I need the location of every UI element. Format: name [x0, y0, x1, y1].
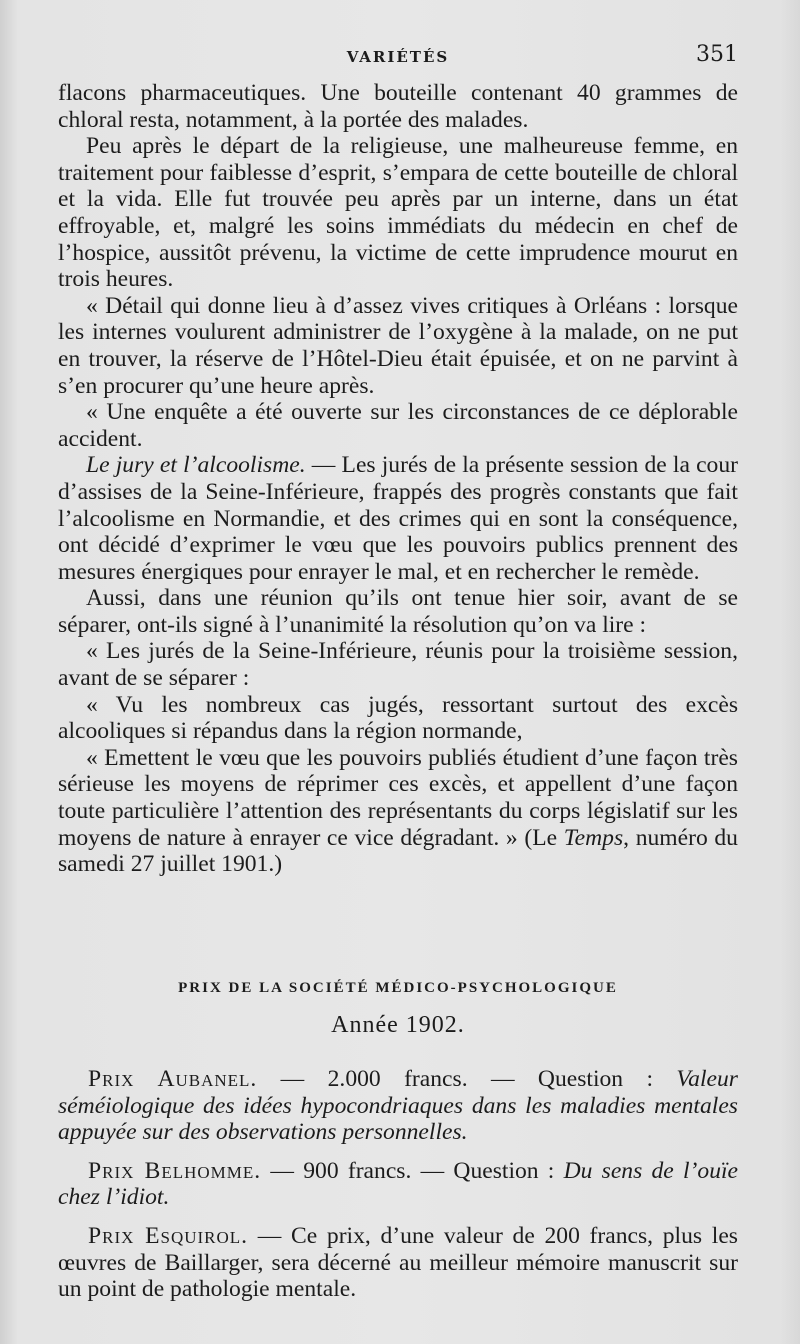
paragraph-2: Peu après le départ de la religieuse, une malheureuse femme, en traitement pour faiblesse d’esprit, s’empara de cette bouteille de chloral et la vida. Elle fut trouvée peu après par un interne, dans un état effroyable, et, malgré les soins immédiats du médecin en chef de l’hospice, aussitôt prévenu, la victime de cette imprudence mourut en trois heures.: [58, 133, 738, 293]
prize-name: Prix Aubanel.: [88, 1066, 258, 1092]
prize-text: — 900 francs. — Question :: [261, 1157, 564, 1184]
paragraph-9: [58, 745, 738, 878]
paragraph-1: flacons pharmaceutiques. Une bouteille contenant 40 grammes de chloral resta, notamment, à la portée des malades.: [58, 80, 738, 133]
paragraph-7: « Les jurés de la Seine-Inférieure, réunis pour la troisième session, avant de se séparer :: [58, 638, 738, 692]
article-heading: Le jury et l’alcoolisme.: [86, 452, 306, 479]
prize-name: Prix Belhomme.: [88, 1157, 262, 1184]
paragraph-9-end: , numéro du samedi 27 juillet 1901.): [58, 824, 738, 878]
prize-list: [58, 1066, 738, 1315]
section-year: Année 1902.: [331, 1012, 465, 1038]
prize-belhomme: [58, 1158, 738, 1211]
prize-aubanel: [58, 1066, 738, 1146]
journal-name: Temps: [563, 824, 624, 851]
running-title: VARIÉTÉS: [346, 48, 450, 66]
page-header: [58, 40, 738, 74]
prize-question: Du sens de l’ouïe chez l’idiot.: [58, 1157, 739, 1211]
paragraph-8: « Vu les nombreux cas jugés, ressortant surtout des excès alcooliques si répandus dans la région normande,: [58, 691, 738, 745]
paragraph-9-text: « Emettent le vœu que les pouvoirs publiés étudient d’une façon très sérieuse les moyens de réprimer ces excès, et appellent d’une façon toute particulière l’attention des représentants du corps législatif sur les moyens de nature à enrayer ce vice dégradant. » (Le: [58, 744, 738, 851]
prize-esquirol: [58, 1223, 738, 1303]
paragraph-5-text: — Les jurés de la présente session de la cour d’assises de la Seine-Inférieure, frappés des progrès constants que fait l’alcoolisme en Normandie, et des crimes qui en sont la conséquence, ont décidé d’exprimer le vœu que les pouvoirs publics prennent des mesures énergiques pour enrayer le mal, et en rechercher le remède.: [58, 452, 738, 585]
paragraph-4: « Une enquête a été ouverte sur les circonstances de ce déplorable accident.: [58, 399, 738, 452]
paragraph-5: [58, 452, 738, 585]
prize-text: — Ce prix, d’une valeur de 200 francs, plus les œuvres de Baillarger, sera décerné au meilleur mémoire manuscrit sur un point de pathologie mentale.: [58, 1222, 738, 1303]
paragraph-3: « Détail qui donne lieu à d’assez vives critiques à Orléans : lorsque les internes voulurent administrer de l’oxygène à la malade, on ne put en trouver, la réserve de l’Hôtel-Dieu était épuisée, et on ne parvint à s’en procurer qu’une heure après.: [58, 292, 738, 399]
prize-name: Prix Esquirol.: [88, 1222, 249, 1249]
section-title: PRIX DE LA SOCIÉTÉ MÉDICO-PSYCHOLOGIQUE: [178, 980, 618, 996]
prize-question: Valeur séméiologique des idées hypocondriaques dans les maladies mentales appuyée sur des observations personnelles.: [58, 1066, 738, 1146]
page-number: 351: [696, 42, 738, 67]
prize-text: — 2.000 francs. — Question :: [257, 1066, 677, 1092]
paragraph-6: Aussi, dans une réunion qu’ils ont tenue hier soir, avant de se séparer, ont-ils signé à l’unanimité la résolution qu’on va lire :: [58, 585, 738, 638]
body-text: [58, 80, 738, 878]
